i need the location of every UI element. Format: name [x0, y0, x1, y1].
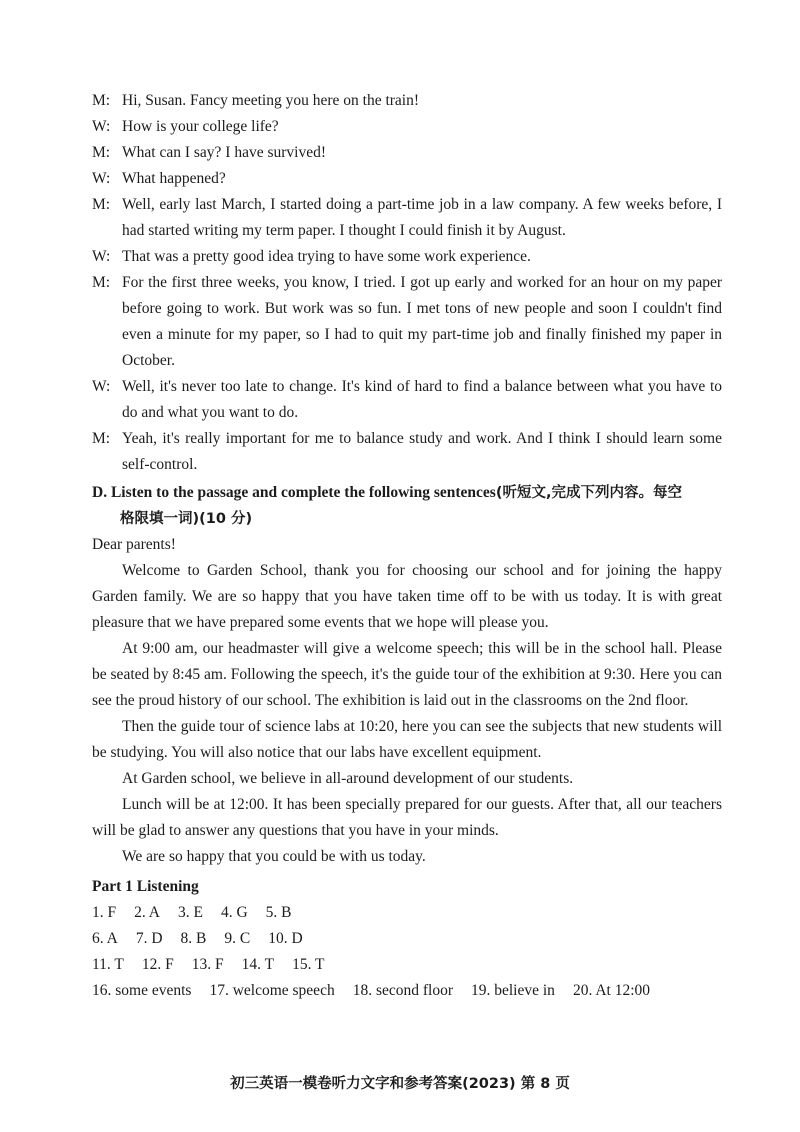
salutation: Dear parents! — [92, 536, 176, 553]
dialogue-line: M: What can I say? I have survived! — [92, 144, 326, 161]
answer-row: 16. some events 17. welcome speech 18. second floor 19. believe in 20. At 12:00 — [92, 982, 651, 999]
passage-paragraph: At Garden school, we believe in all-around development of our students. — [122, 770, 574, 787]
answer-row: 6. A 7. D 8. B 9. C 10. D — [92, 930, 303, 947]
passage-paragraph: Welcome to Garden School, thank you for choosing our school and for joining the happy Garden family. We are so happy that you have taken time off to be with us today. It is with great pleasure that we have prepared some events that we hope will please you. — [92, 562, 722, 631]
section-d-heading: D. Listen to the passage and complete the following sentences(听短文,完成下列内容。每空 — [92, 484, 682, 501]
dialogue-line: W: What happened? — [92, 170, 226, 187]
page-footer: 初三英语一模卷听力文字和参考答案(2023) 第 8 页 — [230, 1076, 570, 1092]
dialogue-line: M: Yeah, it's really important for me to balance study and work. And I think I should learn some self-control. — [92, 430, 722, 473]
passage-paragraph: Lunch will be at 12:00. It has been specially prepared for our guests. After that, all our teachers will be glad to answer any questions that you have in your minds. — [92, 796, 722, 839]
passage — [92, 532, 722, 870]
dialogue-line: W: How is your college life? — [92, 118, 279, 135]
passage-paragraph: Then the guide tour of science labs at 10:20, here you can see the subjects that new students will be studying. You will also notice that our labs have excellent equipment. — [92, 718, 722, 761]
page-content — [92, 88, 722, 1004]
answer-row: 1. F 2. A 3. E 4. G 5. B — [92, 904, 292, 921]
dialogue — [92, 88, 722, 478]
section-d-heading-cont: 格限填一词)(10 分) — [120, 511, 253, 527]
dialogue-line: W: Well, it's never too late to change. It's kind of hard to find a balance between what you have to do and what you want to do. — [92, 378, 722, 421]
dialogue-line: M: Hi, Susan. Fancy meeting you here on the train! — [92, 92, 420, 109]
dialogue-line: M: Well, early last March, I started doing a part-time job in a law company. A few weeks before, I had started writing my term paper. I thought I could finish it by August. — [92, 196, 722, 239]
passage-paragraph: At 9:00 am, our headmaster will give a welcome speech; this will be in the school hall. Please be seated by 8:45 am. Following the speech, it's the guide tour of the exhibition at 9:30. Here you can see the proud history of our school. The exhibition is laid out in the classrooms on the 2nd floor. — [92, 640, 722, 709]
answer-row: 11. T 12. F 13. F 14. T 15. T — [92, 956, 325, 973]
dialogue-line: M: For the first three weeks, you know, I tried. I got up early and worked for an hour on my paper before going to work. But work was so fun. I met tons of new people and soon I couldn't find even a minute for my paper, so I had to quit my part-time job and finally finished my paper in October. — [92, 274, 722, 369]
part-title: Part 1 Listening — [92, 878, 199, 895]
passage-paragraph: We are so happy that you could be with us today. — [122, 848, 426, 865]
dialogue-line: W: That was a pretty good idea trying to have some work experience. — [92, 248, 531, 265]
